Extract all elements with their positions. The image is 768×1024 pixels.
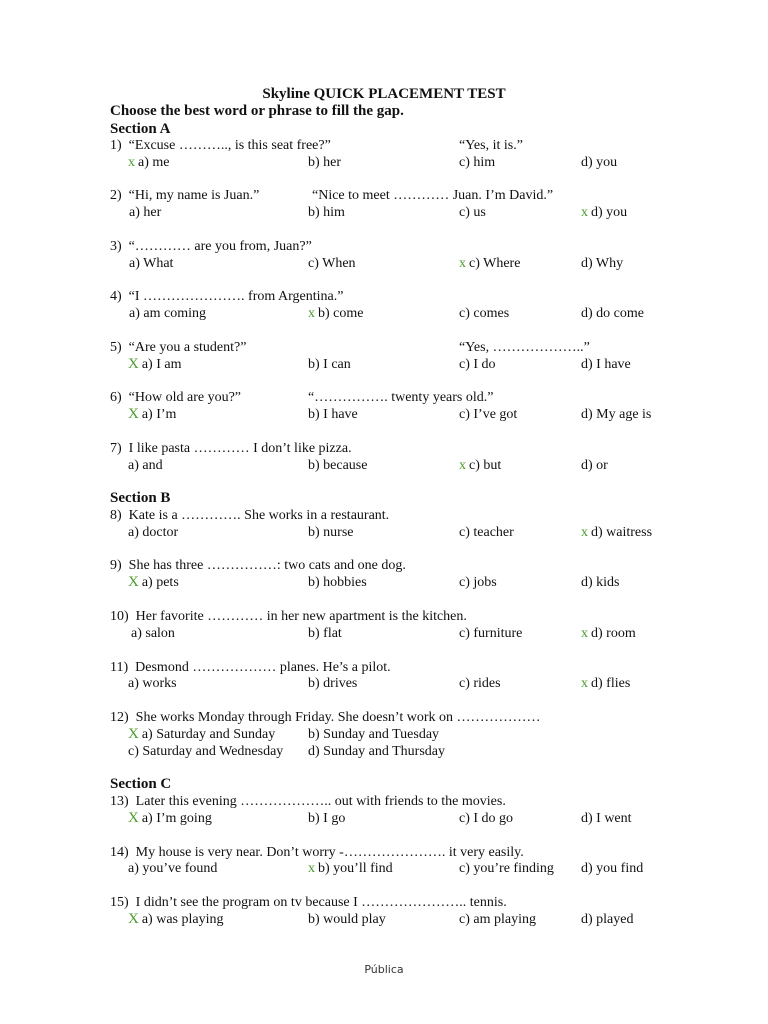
option-15d[interactable]	[581, 911, 633, 928]
option-label: a) you’ve found	[128, 861, 218, 876]
question-number: 10)	[110, 609, 129, 624]
option-6d[interactable]	[581, 406, 651, 423]
option-5b[interactable]	[308, 356, 351, 373]
question-number: 1)	[110, 138, 122, 153]
option-label: c) When	[308, 256, 356, 271]
question-number: 9)	[110, 558, 122, 573]
answer-mark: X	[128, 911, 139, 927]
option-label: a) I’m going	[141, 811, 212, 826]
footer-classification: Pública	[364, 963, 404, 976]
option-label: b) hobbies	[308, 575, 367, 590]
question-4	[110, 288, 343, 305]
question-5	[110, 339, 246, 356]
option-13c[interactable]	[459, 810, 513, 827]
question-text: My house is very near. Don’t worry -…………………. it very easily.	[135, 845, 524, 860]
option-label: b) flat	[308, 626, 342, 641]
question-number: 5)	[110, 340, 122, 355]
question-text: I didn’t see the program on tv because I ………………….. tennis.	[135, 895, 507, 910]
option-label: a) What	[129, 256, 174, 271]
question-text: “Are you a student?”	[128, 340, 247, 355]
option-13d[interactable]	[581, 810, 632, 827]
option-11a[interactable]	[128, 675, 177, 692]
option-label: c) furniture	[459, 626, 523, 641]
option-7d[interactable]	[581, 457, 608, 474]
option-label: a) was playing	[141, 912, 224, 927]
question-text: Kate is a …………. She works in a restaurant.	[128, 508, 390, 523]
option-10c[interactable]	[459, 625, 522, 642]
question-12	[110, 709, 540, 726]
option-7c[interactable]	[459, 457, 501, 474]
answer-mark: x	[581, 205, 588, 220]
question-9	[110, 557, 406, 574]
option-12a[interactable]	[128, 726, 275, 743]
option-label: d) flies	[591, 676, 631, 691]
section-a-heading: Section A	[110, 121, 171, 137]
option-label: a) Saturday and Sunday	[141, 727, 276, 742]
question-text: “How old are you?”	[128, 390, 242, 405]
option-5d[interactable]	[581, 356, 631, 373]
option-label: c) I’ve got	[459, 407, 518, 422]
question-number: 7)	[110, 441, 122, 456]
question-text: “………… are you from, Juan?”	[128, 239, 312, 254]
option-15a[interactable]	[128, 911, 224, 928]
question-number: 12)	[110, 710, 129, 725]
question-text: I like pasta ………… I don’t like pizza.	[128, 441, 352, 456]
option-label: a) works	[128, 676, 177, 691]
option-label: d) or	[581, 458, 608, 473]
question-13	[110, 793, 506, 810]
option-11c[interactable]	[459, 675, 501, 692]
option-label: d) played	[581, 912, 634, 927]
option-14b[interactable]	[308, 860, 393, 877]
option-12b[interactable]	[308, 726, 439, 743]
question-number: 6)	[110, 390, 122, 405]
option-3c[interactable]	[459, 255, 520, 272]
question-15	[110, 894, 507, 911]
option-1d[interactable]	[581, 154, 617, 171]
option-label: c) rides	[459, 676, 501, 691]
option-label: d) you find	[581, 861, 644, 876]
option-label: d) Sunday and Thursday	[308, 744, 445, 759]
option-label: a) salon	[131, 626, 175, 641]
option-3b[interactable]	[308, 255, 356, 272]
question-14	[110, 844, 524, 861]
option-8d[interactable]	[581, 524, 652, 541]
option-9b[interactable]	[308, 574, 367, 591]
question-6	[110, 389, 241, 406]
section-c-heading: Section C	[110, 776, 172, 792]
option-14a[interactable]	[128, 860, 217, 877]
option-2c[interactable]	[459, 204, 486, 221]
option-label: b) because	[308, 458, 368, 473]
answer-mark: X	[128, 574, 139, 590]
question-number: 11)	[110, 660, 129, 675]
option-14d[interactable]	[581, 860, 643, 877]
section-b-heading: Section B	[110, 490, 171, 506]
option-4b[interactable]	[308, 305, 363, 322]
answer-mark: x	[581, 525, 588, 540]
option-14c[interactable]	[459, 860, 554, 877]
question-text: She has three ……………: two cats and one dog.	[128, 558, 406, 573]
option-label: c) I do go	[459, 811, 514, 826]
option-10d[interactable]	[581, 625, 636, 642]
answer-mark: x	[581, 676, 588, 691]
option-label: c) am playing	[459, 912, 536, 927]
option-1b[interactable]	[308, 154, 341, 171]
option-label: b) him	[308, 205, 345, 220]
answer-mark: X	[128, 810, 139, 826]
option-2a[interactable]	[129, 204, 161, 221]
option-10b[interactable]	[308, 625, 342, 642]
option-label: d) waitress	[591, 525, 653, 540]
option-label: b) you’ll find	[318, 861, 393, 876]
option-2d[interactable]	[581, 204, 627, 221]
question-text: She works Monday through Friday. She doesn’t work on ………………	[135, 710, 541, 725]
option-label: c) teacher	[459, 525, 514, 540]
option-label: a) me	[138, 155, 170, 170]
option-label: d) do come	[581, 306, 644, 321]
option-label: d) room	[591, 626, 636, 641]
option-label: c) but	[469, 458, 502, 473]
option-label: c) Where	[469, 256, 521, 271]
option-label: b) Sunday and Tuesday	[308, 727, 440, 742]
option-1c[interactable]	[459, 154, 495, 171]
question-2	[110, 187, 259, 204]
option-label: c) I do	[459, 357, 496, 372]
option-label: a) am coming	[129, 306, 206, 321]
option-5c[interactable]	[459, 356, 496, 373]
option-15b[interactable]	[308, 911, 386, 928]
question-text: Later this evening ……………….. out with friends to the movies.	[135, 794, 506, 809]
option-label: b) would play	[308, 912, 386, 927]
answer-mark: X	[128, 356, 139, 372]
question-number: 4)	[110, 289, 122, 304]
answer-mark: x	[581, 626, 588, 641]
option-9c[interactable]	[459, 574, 497, 591]
answer-mark: X	[128, 726, 139, 742]
question-8	[110, 507, 389, 524]
option-7a[interactable]	[128, 457, 163, 474]
question-3	[110, 238, 312, 255]
question-7	[110, 440, 352, 457]
option-label: c) you’re finding	[459, 861, 554, 876]
question-text: “Excuse ……….., is this seat free?”	[128, 138, 331, 153]
option-label: c) comes	[459, 306, 510, 321]
test-title: Skyline QUICK PLACEMENT TEST	[262, 86, 506, 102]
option-4d[interactable]	[581, 305, 644, 322]
option-label: b) drives	[308, 676, 358, 691]
answer-mark: x	[459, 458, 466, 473]
option-label: b) come	[318, 306, 364, 321]
option-3a[interactable]	[129, 255, 173, 272]
question-text: “I …………………. from Argentina.”	[128, 289, 344, 304]
option-label: a) pets	[141, 575, 179, 590]
question-text: Desmond ……………… planes. He’s a pilot.	[135, 660, 391, 675]
option-3d[interactable]	[581, 255, 623, 272]
option-label: b) I have	[308, 407, 358, 422]
question-text: Her favorite ………… in her new apartment is the kitchen.	[135, 609, 467, 624]
option-6a[interactable]	[128, 406, 176, 423]
option-8b[interactable]	[308, 524, 354, 541]
question-6-reply: “……………. twenty years old.”	[308, 390, 494, 405]
option-12c[interactable]	[128, 743, 283, 760]
question-number: 15)	[110, 895, 129, 910]
option-label: d) you	[591, 205, 628, 220]
question-number: 2)	[110, 188, 122, 203]
option-11b[interactable]	[308, 675, 357, 692]
option-6c[interactable]	[459, 406, 517, 423]
option-label: a) and	[128, 458, 163, 473]
question-text: “Hi, my name is Juan.”	[128, 188, 260, 203]
option-label: d) you	[581, 155, 618, 170]
question-1-reply: “Yes, it is.”	[459, 138, 523, 153]
option-label: d) Why	[581, 256, 624, 271]
answer-mark: x	[128, 155, 135, 170]
option-label: b) I go	[308, 811, 346, 826]
option-label: d) I went	[581, 811, 632, 826]
question-number: 14)	[110, 845, 129, 860]
option-label: c) Saturday and Wednesday	[128, 744, 284, 759]
option-label: b) her	[308, 155, 342, 170]
option-label: a) her	[129, 205, 162, 220]
option-9d[interactable]	[581, 574, 620, 591]
option-label: a) I am	[141, 357, 182, 372]
option-6b[interactable]	[308, 406, 358, 423]
option-10a[interactable]	[131, 625, 175, 642]
question-1	[110, 137, 331, 154]
question-number: 3)	[110, 239, 122, 254]
option-label: c) jobs	[459, 575, 497, 590]
question-5-reply: “Yes, ………………..”	[459, 340, 590, 355]
option-13a[interactable]	[128, 810, 212, 827]
option-label: c) us	[459, 205, 486, 220]
option-5a[interactable]	[128, 356, 182, 373]
option-label: d) kids	[581, 575, 620, 590]
option-12d[interactable]	[308, 743, 445, 760]
option-9a[interactable]	[128, 574, 179, 591]
question-2-reply: “Nice to meet ………… Juan. I’m David.”	[312, 188, 554, 203]
answer-mark: x	[308, 861, 315, 876]
answer-mark: X	[128, 406, 139, 422]
answer-mark: x	[459, 256, 466, 271]
option-label: d) I have	[581, 357, 631, 372]
question-10	[110, 608, 467, 625]
option-label: d) My age is	[581, 407, 652, 422]
answer-mark: x	[308, 306, 315, 321]
option-4a[interactable]	[129, 305, 206, 322]
instruction-text: Choose the best word or phrase to fill the gap.	[110, 103, 404, 119]
question-number: 13)	[110, 794, 129, 809]
option-2b[interactable]	[308, 204, 345, 221]
option-11d[interactable]	[581, 675, 630, 692]
option-label: c) him	[459, 155, 496, 170]
option-label: a) I’m	[141, 407, 177, 422]
option-8a[interactable]	[128, 524, 178, 541]
option-15c[interactable]	[459, 911, 536, 928]
option-label: a) doctor	[128, 525, 179, 540]
option-label: b) nurse	[308, 525, 354, 540]
option-8c[interactable]	[459, 524, 514, 541]
question-number: 8)	[110, 508, 122, 523]
option-4c[interactable]	[459, 305, 509, 322]
option-1a[interactable]	[128, 154, 169, 171]
question-11	[110, 659, 391, 676]
option-13b[interactable]	[308, 810, 345, 827]
option-7b[interactable]	[308, 457, 367, 474]
option-label: b) I can	[308, 357, 351, 372]
